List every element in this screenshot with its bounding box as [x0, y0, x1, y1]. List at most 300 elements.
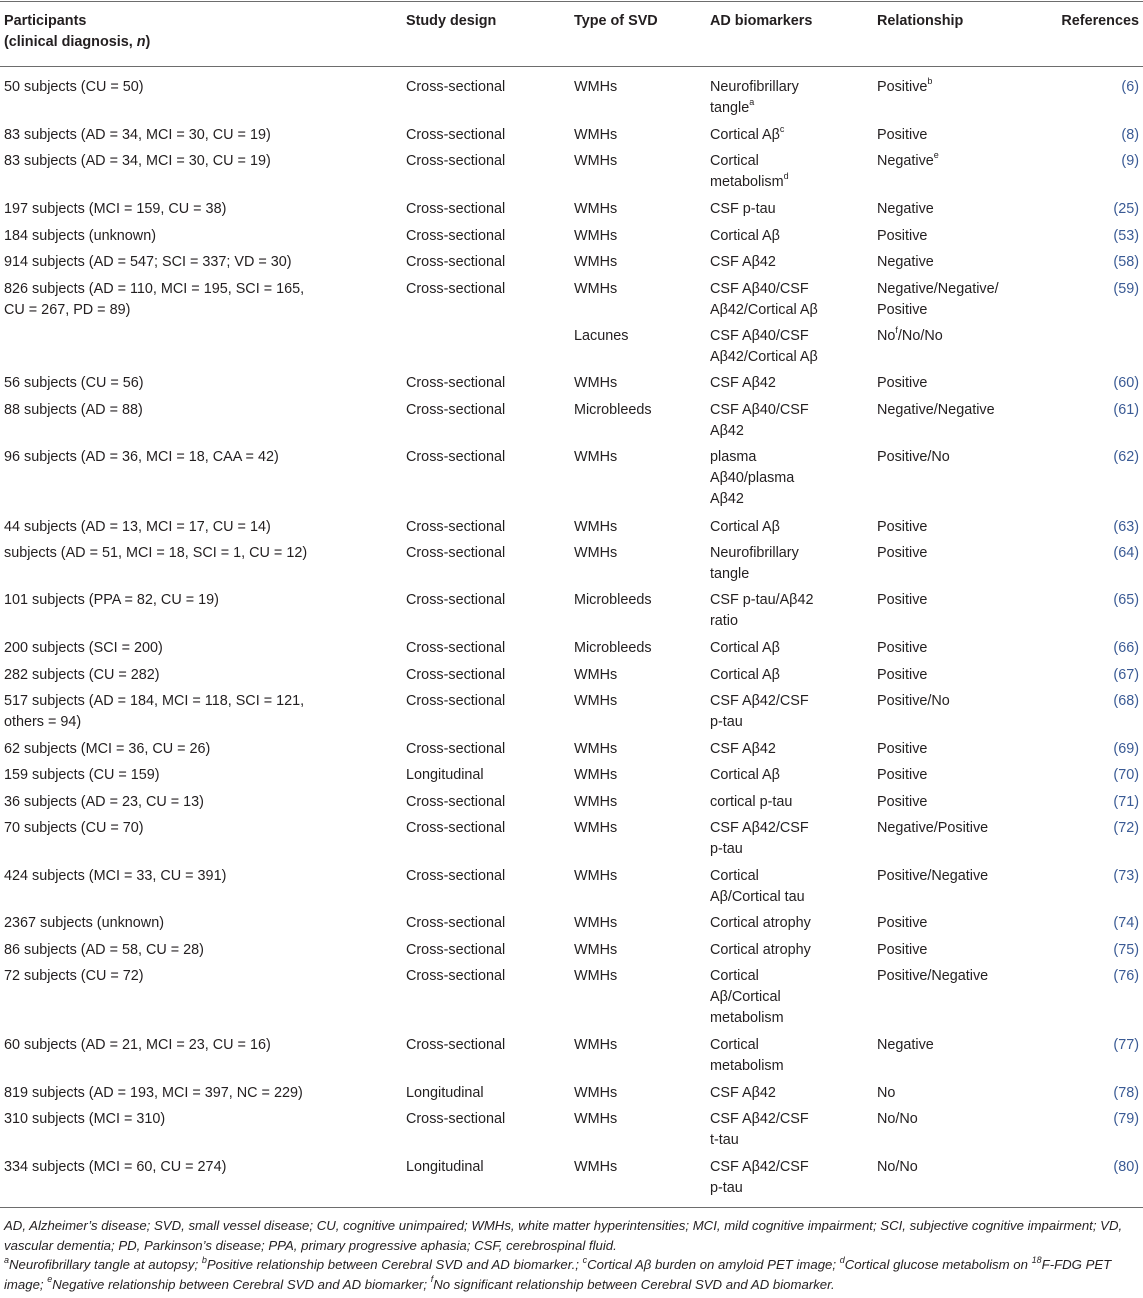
reference-link[interactable]: (64): [1113, 545, 1139, 561]
biomarker-line: ratio: [710, 613, 738, 629]
biomarker-line: Cortical atrophy: [710, 915, 811, 931]
participants-cell: [4, 226, 156, 247]
table-top-rule: [0, 1, 1143, 2]
study-design-cell: Cross-sectional: [406, 201, 506, 217]
relationship-line: Negative/Positive: [877, 820, 989, 836]
participants-line: 50 subjects (CU = 50): [4, 79, 144, 95]
biomarker-cell: [710, 665, 780, 686]
svd-type-cell: WMHs: [574, 693, 618, 709]
reference-link[interactable]: (65): [1113, 592, 1139, 608]
biomarker-cell: [710, 226, 780, 247]
svd-type-cell: WMHs: [574, 254, 618, 270]
biomarker-cell: [710, 326, 818, 368]
footnote-mark: e: [933, 150, 939, 161]
relationship-cell: [877, 1109, 918, 1130]
relationship-line: [877, 151, 939, 172]
footnote-mark: b: [201, 1254, 207, 1265]
relationship-line: Positive: [877, 127, 928, 143]
relationship-cell: [877, 940, 927, 961]
study-design-cell: Cross-sectional: [406, 915, 506, 931]
header-participants: [4, 11, 150, 53]
relationship-cell: [877, 151, 939, 172]
reference-link[interactable]: (61): [1113, 402, 1139, 418]
participants-line: 819 subjects (AD = 193, MCI = 397, NC = 229): [4, 1085, 303, 1101]
reference-link[interactable]: (59): [1113, 281, 1139, 297]
participants-cell: [4, 691, 304, 733]
participants-line: 44 subjects (AD = 13, MCI = 17, CU = 14): [4, 519, 271, 535]
study-design-cell: Longitudinal: [406, 1085, 484, 1101]
biomarker-line: [710, 125, 784, 146]
study-design-cell: Cross-sectional: [406, 254, 506, 270]
participants-line: 282 subjects (CU = 282): [4, 667, 160, 683]
study-design-cell: Cross-sectional: [406, 402, 506, 418]
participants-cell: [4, 665, 160, 686]
svd-type-cell: WMHs: [574, 942, 618, 958]
relationship-cell: [877, 1083, 895, 1104]
relationship-cell: [877, 665, 927, 686]
participants-cell: [4, 1109, 165, 1130]
biomarker-cell: [710, 279, 818, 321]
relationship-line: Negative: [877, 201, 934, 217]
relationship-line: No: [877, 1085, 896, 1101]
biomarker-line: tangle: [710, 566, 750, 582]
header-participants-line1: Participants: [4, 13, 87, 29]
reference-link[interactable]: (70): [1113, 767, 1139, 783]
biomarker-cell: [710, 1109, 809, 1151]
footnote-mark: b: [927, 76, 933, 87]
relationship-line: Negative/Negative/: [877, 281, 999, 297]
participants-line: 36 subjects (AD = 23, CU = 13): [4, 794, 204, 810]
relationship-line: Positive: [877, 741, 928, 757]
footnote-mark: f: [430, 1274, 434, 1285]
biomarker-line: p-tau: [710, 1180, 743, 1196]
participants-line: 83 subjects (AD = 34, MCI = 30, CU = 19): [4, 127, 271, 143]
header-references: References: [1061, 13, 1139, 29]
participants-cell: [4, 1035, 271, 1056]
reference-link[interactable]: (74): [1113, 915, 1139, 931]
participants-cell: [4, 1083, 303, 1104]
reference-link[interactable]: (25): [1113, 201, 1139, 217]
svd-type-cell: Microbleeds: [574, 592, 652, 608]
relationship-line: Positive: [877, 915, 928, 931]
biomarker-line: Cortical Aβ: [710, 640, 780, 656]
biomarker-cell: [710, 1157, 809, 1199]
reference-link[interactable]: (63): [1113, 519, 1139, 535]
study-design-cell: Cross-sectional: [406, 153, 506, 169]
participants-line: 2367 subjects (unknown): [4, 915, 164, 931]
participants-line: 56 subjects (CU = 56): [4, 375, 144, 391]
biomarker-line: Neurofibrillary: [710, 545, 799, 561]
study-design-cell: Cross-sectional: [406, 228, 506, 244]
relationship-line: Positive: [877, 794, 928, 810]
biomarker-line: Neurofibrillary: [710, 79, 799, 95]
reference-link[interactable]: (68): [1113, 693, 1139, 709]
reference-link[interactable]: (79): [1113, 1111, 1139, 1127]
svd-type-cell: WMHs: [574, 767, 618, 783]
relationship-text: Positive: [877, 79, 928, 95]
relationship-cell: [877, 866, 988, 887]
biomarker-line: CSF Aβ40/CSF: [710, 402, 809, 418]
biomarker-line: CSF Aβ42: [710, 741, 776, 757]
footnote-text: F-FDG PET image;: [4, 1257, 1112, 1292]
header-study-design: Study design: [406, 13, 497, 29]
relationship-cell: [877, 739, 927, 760]
biomarker-text: metabolism: [710, 174, 784, 190]
biomarker-cell: [710, 792, 792, 813]
relationship-cell: [877, 543, 927, 564]
reference-link[interactable]: (80): [1113, 1159, 1139, 1175]
reference-link[interactable]: (77): [1113, 1037, 1139, 1053]
footnote-text: Positive relationship between Cerebral SVD and AD biomarker.;: [206, 1257, 583, 1272]
header-rule: [0, 66, 1143, 67]
relationship-cell: [877, 590, 927, 611]
participants-line: 826 subjects (AD = 110, MCI = 195, SCI = 165,: [4, 281, 305, 297]
study-design-cell: Cross-sectional: [406, 281, 506, 297]
biomarker-line: Aβ/Cortical: [710, 989, 781, 1005]
participants-line: 60 subjects (AD = 21, MCI = 23, CU = 16): [4, 1037, 271, 1053]
relationship-line: Positive: [877, 942, 928, 958]
footnote-abbreviations: AD, Alzheimer’s disease; SVD, small vessel disease; CU, cognitive unimpaired; WMHs, white matter hyperintensities; MCI, mild cognitive impairment; SCI, subjective cognitive impairment; VD, vascular dementia; PD, Parkinson’s disease; PPA, primary progressive aphasia; CSF, cerebrospinal fluid.: [4, 1218, 1123, 1253]
relationship-line: [877, 77, 932, 98]
study-design-cell: Cross-sectional: [406, 667, 506, 683]
participants-line: 96 subjects (AD = 36, MCI = 18, CAA = 42): [4, 449, 279, 465]
participants-cell: [4, 252, 292, 273]
biomarker-line: [710, 172, 789, 193]
relationship-line: Positive/Negative: [877, 968, 989, 984]
svd-type-cell: WMHs: [574, 868, 618, 884]
footnote-mark: d: [783, 171, 789, 182]
relationship-cell: [877, 199, 934, 220]
relationship-line: Negative/Negative: [877, 402, 995, 418]
footnote-mark: c: [582, 1254, 588, 1265]
participants-line: 310 subjects (MCI = 310): [4, 1111, 166, 1127]
footnote-text: No significant relationship between Cerebral SVD and AD biomarker.: [433, 1276, 835, 1292]
biomarker-cell: [710, 77, 799, 119]
svd-type-cell: Microbleeds: [574, 402, 652, 418]
svd-type-cell: WMHs: [574, 820, 618, 836]
svd-type-cell: WMHs: [574, 545, 618, 561]
relationship-line: Negative: [877, 1037, 934, 1053]
participants-cell: [4, 543, 307, 564]
reference-link[interactable]: (9): [1121, 153, 1139, 169]
study-design-cell: Cross-sectional: [406, 868, 506, 884]
relationship-cell: [877, 792, 927, 813]
study-design-cell: Cross-sectional: [406, 968, 506, 984]
relationship-cell: [877, 226, 927, 247]
biomarker-line: Cortical Aβ: [710, 767, 780, 783]
participants-cell: [4, 966, 144, 987]
participants-line: others = 94): [4, 714, 82, 730]
relationship-cell: [877, 966, 988, 987]
participants-cell: [4, 373, 144, 394]
biomarker-line: p-tau: [710, 841, 743, 857]
relationship-line: Positive/Negative: [877, 868, 989, 884]
biomarker-line: [710, 98, 799, 119]
relationship-cell: [877, 400, 995, 421]
footnote-mark: c: [779, 124, 785, 135]
biomarker-line: Cortical Aβ: [710, 228, 780, 244]
biomarker-line: CSF p-tau/Aβ42: [710, 592, 814, 608]
biomarker-line: CSF Aβ40/CSF: [710, 328, 809, 344]
relationship-line: Positive/No: [877, 449, 950, 465]
biomarker-cell: [710, 913, 811, 934]
biomarker-cell: [710, 691, 809, 733]
relationship-cell: [877, 279, 999, 321]
participants-line: 101 subjects (PPA = 82, CU = 19): [4, 592, 219, 608]
svd-type-cell: WMHs: [574, 375, 618, 391]
participants-cell: [4, 400, 143, 421]
relationship-cell: [877, 638, 927, 659]
relationship-line: Positive: [877, 767, 928, 783]
reference-link[interactable]: (78): [1113, 1085, 1139, 1101]
svd-type-cell: WMHs: [574, 667, 618, 683]
biomarker-line: Cortical Aβ: [710, 519, 780, 535]
biomarker-cell: [710, 966, 784, 1029]
svd-type-cell: WMHs: [574, 449, 618, 465]
svd-type-cell: WMHs: [574, 794, 618, 810]
biomarker-line: Cortical atrophy: [710, 942, 811, 958]
study-design-cell: Longitudinal: [406, 1159, 484, 1175]
relationship-line: Positive: [877, 545, 928, 561]
biomarker-cell: [710, 866, 805, 908]
biomarker-cell: [710, 940, 811, 961]
biomarker-line: Aβ42/Cortical Aβ: [710, 349, 818, 365]
svd-type-cell: WMHs: [574, 153, 618, 169]
participants-cell: [4, 151, 271, 172]
biomarker-line: cortical p-tau: [710, 794, 793, 810]
participants-cell: [4, 199, 226, 220]
svd-type-cell: WMHs: [574, 228, 618, 244]
header-ad-biomarkers: AD biomarkers: [710, 13, 813, 29]
reference-link[interactable]: (8): [1121, 127, 1139, 143]
participants-line: 83 subjects (AD = 34, MCI = 30, CU = 19): [4, 153, 271, 169]
study-design-cell: Cross-sectional: [406, 1037, 506, 1053]
svd-type-cell: Microbleeds: [574, 640, 652, 656]
reference-link[interactable]: (62): [1113, 449, 1139, 465]
participants-cell: [4, 517, 271, 538]
participants-line: 914 subjects (AD = 547; SCI = 337; VD = 30): [4, 254, 292, 270]
study-design-cell: Cross-sectional: [406, 794, 506, 810]
footnote-mark: f: [895, 325, 898, 336]
biomarker-cell: [710, 151, 789, 193]
relationship-text: /No/No: [897, 328, 943, 344]
svd-type-cell: WMHs: [574, 79, 618, 95]
study-design-cell: Cross-sectional: [406, 640, 506, 656]
participants-cell: [4, 590, 219, 611]
study-design-cell: Cross-sectional: [406, 693, 506, 709]
relationship-cell: [877, 326, 943, 347]
footnote-mark: a: [4, 1254, 10, 1265]
biomarker-line: Cortical Aβ: [710, 667, 780, 683]
footnote-text: Negative relationship between Cerebral SVD and AD biomarker;: [52, 1276, 431, 1292]
biomarker-line: CSF Aβ42/CSF: [710, 820, 809, 836]
study-design-cell: Cross-sectional: [406, 1111, 506, 1127]
svd-type-cell: WMHs: [574, 1085, 618, 1101]
relationship-cell: [877, 373, 927, 394]
svd-type-cell: WMHs: [574, 915, 618, 931]
participants-cell: [4, 940, 204, 961]
svd-type-cell: WMHs: [574, 519, 618, 535]
relationship-cell: [877, 913, 927, 934]
reference-link[interactable]: (76): [1113, 968, 1139, 984]
relationship-line: Positive: [877, 302, 928, 318]
participants-line: 88 subjects (AD = 88): [4, 402, 143, 418]
biomarker-cell: [710, 199, 776, 220]
relationship-cell: [877, 447, 950, 468]
biomarker-line: t-tau: [710, 1132, 739, 1148]
participants-cell: [4, 447, 279, 468]
reference-link[interactable]: (67): [1113, 667, 1139, 683]
relationship-text: No: [877, 328, 896, 344]
relationship-line: Positive: [877, 519, 928, 535]
relationship-line: Positive: [877, 592, 928, 608]
biomarker-line: CSF Aβ42/CSF: [710, 693, 809, 709]
study-design-cell: Cross-sectional: [406, 820, 506, 836]
biomarker-cell: [710, 1083, 776, 1104]
biomarker-cell: [710, 373, 776, 394]
biomarker-line: Aβ42: [710, 491, 744, 507]
reference-link[interactable]: (69): [1113, 741, 1139, 757]
study-design-cell: Longitudinal: [406, 767, 484, 783]
study-design-cell: Cross-sectional: [406, 942, 506, 958]
study-design-cell: Cross-sectional: [406, 79, 506, 95]
reference-link[interactable]: (6): [1121, 79, 1139, 95]
footnote-mark: a: [749, 97, 755, 108]
participants-line: 86 subjects (AD = 58, CU = 28): [4, 942, 204, 958]
relationship-line: Positive: [877, 640, 928, 656]
biomarker-cell: [710, 447, 794, 510]
relationship-cell: [877, 252, 934, 273]
relationship-line: Negative: [877, 254, 934, 270]
study-design-cell: Cross-sectional: [406, 127, 506, 143]
biomarker-line: Aβ42: [710, 423, 744, 439]
participants-line: 517 subjects (AD = 184, MCI = 118, SCI = 121,: [4, 693, 305, 709]
participants-cell: [4, 739, 210, 760]
participants-cell: [4, 866, 226, 887]
study-design-cell: Cross-sectional: [406, 375, 506, 391]
relationship-line: No/No: [877, 1111, 918, 1127]
biomarker-line: metabolism: [710, 1010, 784, 1026]
participants-cell: [4, 792, 204, 813]
participants-cell: [4, 125, 271, 146]
footnote-mark: d: [839, 1254, 845, 1265]
biomarker-line: Cortical: [710, 968, 759, 984]
footnote-notes: [4, 1255, 1139, 1294]
study-design-cell: Cross-sectional: [406, 592, 506, 608]
footnote-mark: e: [47, 1274, 53, 1285]
biomarker-cell: [710, 590, 813, 632]
relationship-line: [877, 326, 943, 347]
study-design-cell: Cross-sectional: [406, 545, 506, 561]
reference-link[interactable]: (75): [1113, 942, 1139, 958]
participants-cell: [4, 818, 144, 839]
relationship-cell: [877, 1035, 934, 1056]
header-relationship: Relationship: [877, 13, 964, 29]
svd-type-cell: WMHs: [574, 741, 618, 757]
reference-link[interactable]: (66): [1113, 640, 1139, 656]
biomarker-cell: [710, 252, 776, 273]
svd-type-cell: WMHs: [574, 1037, 618, 1053]
biomarker-text: tangle: [710, 100, 750, 116]
relationship-line: Positive: [877, 228, 928, 244]
relationship-line: No/No: [877, 1159, 918, 1175]
biomarker-cell: [710, 400, 809, 442]
participants-cell: [4, 1157, 226, 1178]
participants-cell: [4, 765, 160, 786]
relationship-line: Positive: [877, 667, 928, 683]
participants-cell: [4, 279, 304, 321]
footnote-mark: 18: [1031, 1254, 1042, 1265]
biomarker-cell: [710, 543, 799, 585]
relationship-cell: [877, 77, 932, 98]
header-participants-line2: (clinical diagnosis, n): [4, 34, 151, 50]
participants-line: 62 subjects (MCI = 36, CU = 26): [4, 741, 211, 757]
biomarker-line: CSF Aβ42: [710, 254, 776, 270]
table-bottom-rule: [0, 1207, 1143, 1208]
svd-type-cell: WMHs: [574, 1111, 618, 1127]
biomarker-cell: [710, 125, 784, 146]
participants-line: 70 subjects (CU = 70): [4, 820, 144, 836]
participants-cell: [4, 77, 144, 98]
biomarker-cell: [710, 517, 780, 538]
biomarker-line: CSF Aβ42: [710, 1085, 776, 1101]
biomarker-line: CSF Aβ40/CSF: [710, 281, 809, 297]
biomarker-line: p-tau: [710, 714, 743, 730]
reference-link[interactable]: (71): [1113, 794, 1139, 810]
svd-type-cell: WMHs: [574, 201, 618, 217]
footnote-text: Cortical glucose metabolism on: [844, 1257, 1032, 1272]
reference-link[interactable]: (58): [1113, 254, 1139, 270]
biomarker-line: metabolism: [710, 1058, 784, 1074]
svd-type-cell: WMHs: [574, 968, 618, 984]
biomarker-line: CSF p-tau: [710, 201, 776, 217]
footnote-text: Cortical Aβ burden on amyloid PET image;: [587, 1257, 840, 1272]
relationship-cell: [877, 818, 988, 839]
relationship-cell: [877, 765, 927, 786]
relationship-line: Positive/No: [877, 693, 950, 709]
reference-link[interactable]: (73): [1113, 868, 1139, 884]
biomarker-line: CSF Aβ42/CSF: [710, 1111, 809, 1127]
participants-line: 334 subjects (MCI = 60, CU = 274): [4, 1159, 227, 1175]
biomarker-line: Cortical: [710, 1037, 759, 1053]
biomarker-text: Cortical Aβ: [710, 127, 780, 143]
biomarker-line: Aβ/Cortical tau: [710, 889, 805, 905]
study-design-cell: Cross-sectional: [406, 519, 506, 535]
biomarker-line: Aβ42/Cortical Aβ: [710, 302, 818, 318]
participants-cell: [4, 638, 163, 659]
participants-cell: [4, 913, 164, 934]
svd-type-cell: Lacunes: [574, 328, 629, 344]
svd-type-cell: WMHs: [574, 1159, 618, 1175]
participants-line: subjects (AD = 51, MCI = 18, SCI = 1, CU = 12): [4, 545, 308, 561]
participants-line: 159 subjects (CU = 159): [4, 767, 160, 783]
relationship-line: Positive: [877, 375, 928, 391]
biomarker-line: Cortical: [710, 153, 759, 169]
relationship-cell: [877, 691, 950, 712]
participants-line: 424 subjects (MCI = 33, CU = 391): [4, 868, 227, 884]
study-design-cell: Cross-sectional: [406, 741, 506, 757]
biomarker-line: plasma: [710, 449, 757, 465]
participants-line: 197 subjects (MCI = 159, CU = 38): [4, 201, 227, 217]
biomarker-cell: [710, 818, 809, 860]
reference-link[interactable]: (53): [1113, 228, 1139, 244]
biomarker-line: CSF Aβ42: [710, 375, 776, 391]
biomarker-cell: [710, 739, 776, 760]
reference-link[interactable]: (72): [1113, 820, 1139, 836]
reference-link[interactable]: (60): [1113, 375, 1139, 391]
relationship-cell: [877, 517, 927, 538]
study-design-cell: Cross-sectional: [406, 449, 506, 465]
